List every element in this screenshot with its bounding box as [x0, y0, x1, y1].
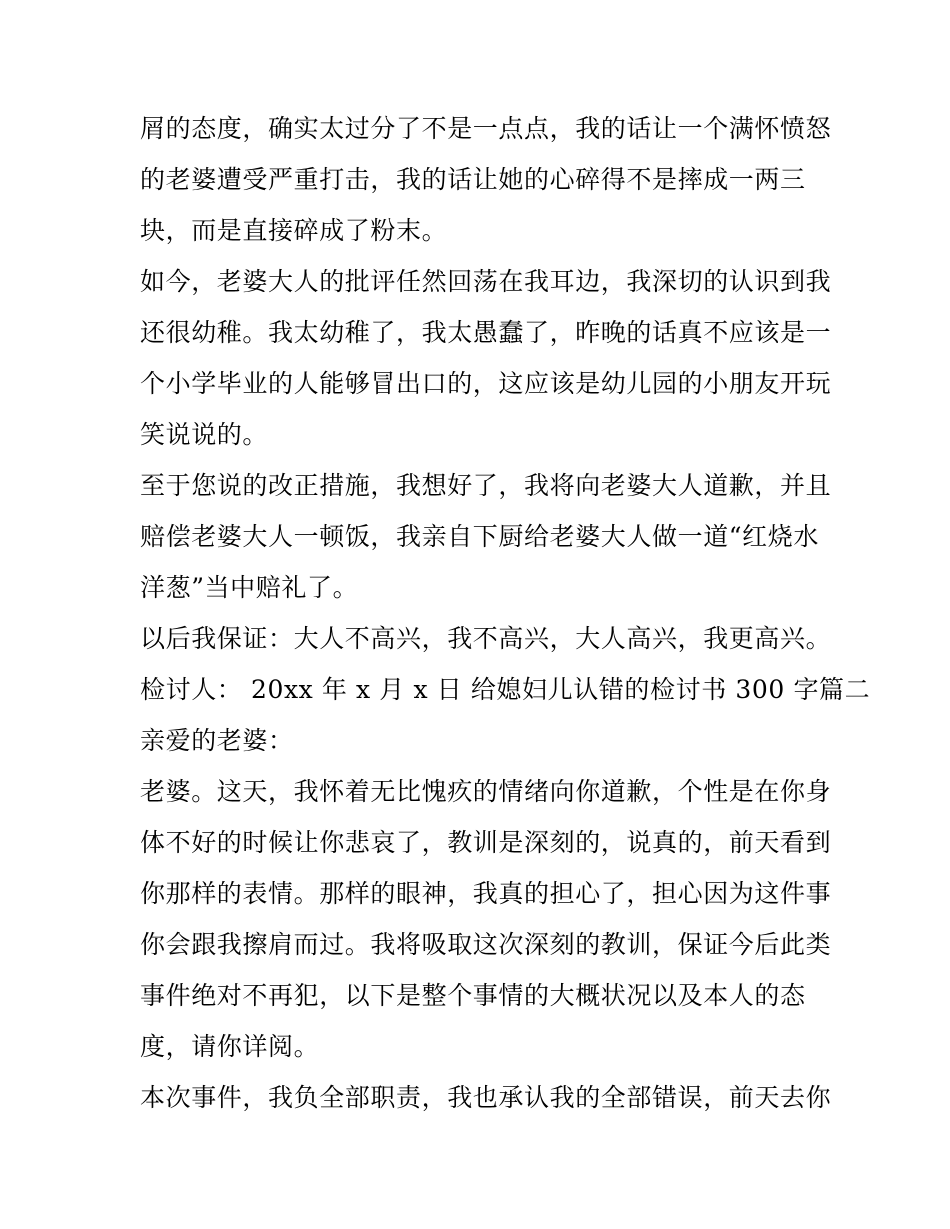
text-line: 屑的态度，确实太过分了不是一点点，我的话让一个满怀愤怒 [140, 114, 832, 143]
text-line: 块，而是直接碎成了粉末。 [140, 216, 448, 245]
text-line: 如今，老婆大人的批评任然回荡在我耳边，我深切的认识到我 [140, 267, 832, 296]
text-line: 体不好的时候让你悲哀了，教训是深刻的，说真的，前天看到 [140, 828, 832, 857]
text-line: 事件绝对不再犯，以下是整个事情的大概状况以及本人的态 [140, 981, 806, 1010]
text-line: 度，请你详阅。 [140, 1032, 320, 1061]
text-line: 检讨人： 20xx 年 x 月 x 日 给媳妇儿认错的检讨书 300 字篇二 [140, 675, 871, 704]
text-line: 本次事件，我负全部职责，我也承认我的全部错误，前天去你 [140, 1083, 832, 1112]
text-line: 赔偿老婆大人一顿饭，我亲自下厨给老婆大人做一道“红烧水 [140, 522, 819, 551]
text-line: 老婆。这天，我怀着无比愧疚的情绪向你道歉，个性是在你身 [140, 777, 832, 806]
text-line: 以后我保证：大人不高兴，我不高兴，大人高兴，我更高兴。 [140, 624, 832, 653]
text-line: 的老婆遭受严重打击，我的话让她的心碎得不是摔成一两三 [140, 165, 806, 194]
text-line: 笑说说的。 [140, 420, 269, 449]
text-line: 个小学毕业的人能够冒出口的，这应该是幼儿园的小朋友开玩 [140, 369, 832, 398]
text-line: 亲爱的老婆： [140, 726, 294, 755]
text-line: 你那样的表情。那样的眼神，我真的担心了，担心因为这件事 [140, 879, 832, 908]
text-line: 你会跟我擦肩而过。我将吸取这次深刻的教训，保证今后此类 [140, 930, 832, 959]
text-line: 洋葱”当中赔礼了。 [140, 573, 359, 602]
text-line: 至于您说的改正措施，我想好了，我将向老婆大人道歉，并且 [140, 471, 832, 500]
document-body [140, 103, 871, 1123]
text-line: 还很幼稚。我太幼稚了，我太愚蠢了，昨晚的话真不应该是一 [140, 318, 832, 347]
